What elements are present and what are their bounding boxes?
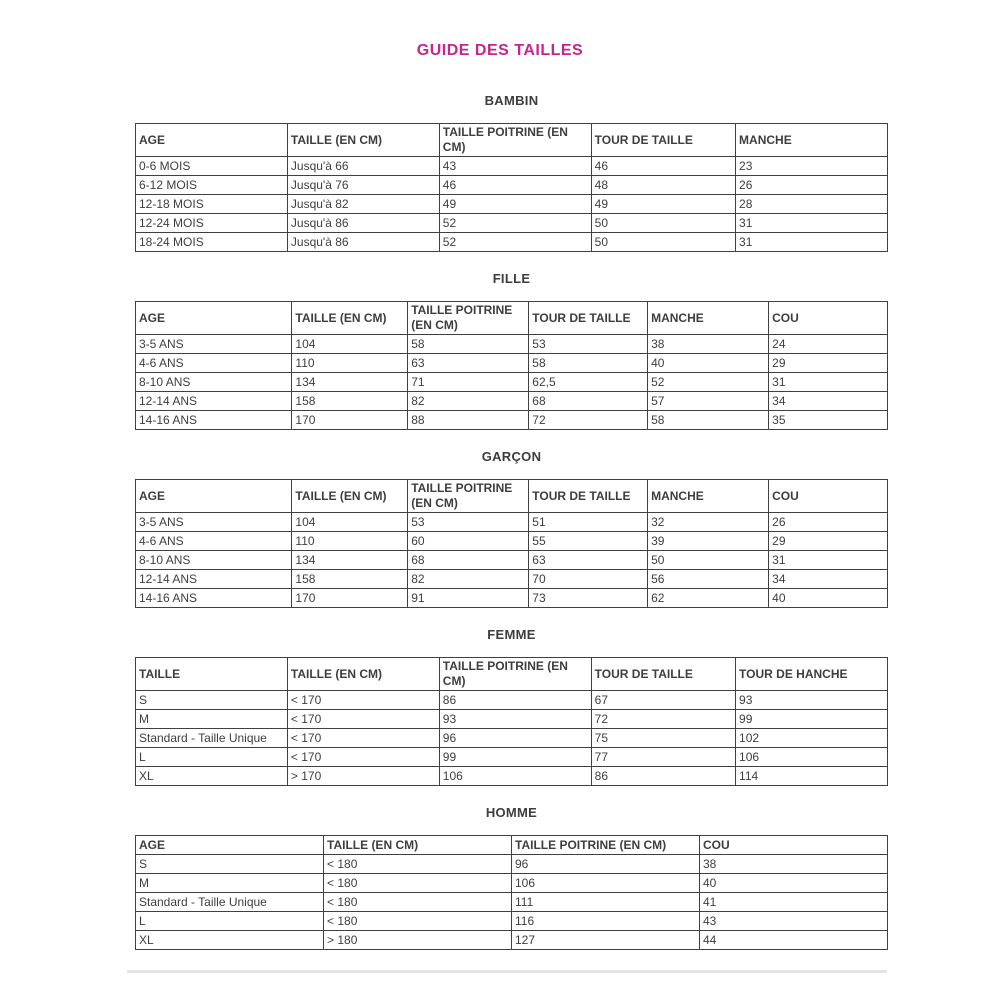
table-cell: 99 — [736, 710, 888, 729]
table-row — [136, 392, 888, 411]
header-cell: TOUR DE TAILLE — [591, 658, 735, 691]
table-cell: 12-24 MOIS — [136, 214, 288, 233]
table-cell: 82 — [408, 392, 529, 411]
table-cell: 110 — [292, 354, 408, 373]
table-cell: 73 — [529, 589, 648, 608]
table-cell: Jusqu'à 66 — [287, 157, 439, 176]
table-cell: < 180 — [324, 893, 512, 912]
size-table-femme — [135, 657, 888, 786]
table-cell: 96 — [439, 729, 591, 748]
table-cell: < 180 — [324, 855, 512, 874]
page-title: GUIDE DES TAILLES — [416, 42, 584, 59]
table-cell: Standard - Taille Unique — [136, 729, 288, 748]
table-cell: 43 — [439, 157, 591, 176]
table-cell: Jusqu'à 86 — [287, 214, 439, 233]
table-cell: 23 — [736, 157, 888, 176]
table-cell: < 180 — [324, 874, 512, 893]
table-cell: 31 — [769, 551, 888, 570]
size-section-femme — [135, 627, 888, 786]
table-cell: 50 — [591, 233, 735, 252]
size-section-fille — [135, 271, 888, 430]
header-cell: TAILLE POITRINE (EN CM) — [408, 480, 529, 513]
table-cell: 75 — [591, 729, 735, 748]
table-cell: 48 — [591, 176, 735, 195]
header-cell: TAILLE POITRINE (EN CM) — [439, 124, 591, 157]
table-row — [136, 373, 888, 392]
table-cell: Standard - Taille Unique — [136, 893, 324, 912]
table-cell: 32 — [648, 513, 769, 532]
table-cell: 99 — [439, 748, 591, 767]
table-cell: 0-6 MOIS — [136, 157, 288, 176]
header-cell: MANCHE — [736, 124, 888, 157]
size-section-bambin — [135, 93, 888, 252]
table-row — [136, 354, 888, 373]
table-row — [136, 710, 888, 729]
size-table-homme — [135, 835, 888, 950]
table-cell: 41 — [700, 893, 888, 912]
table-cell: 170 — [292, 589, 408, 608]
table-cell: 68 — [529, 392, 648, 411]
table-cell: 34 — [769, 570, 888, 589]
table-cell: 52 — [648, 373, 769, 392]
table-cell: 46 — [439, 176, 591, 195]
header-cell: TAILLE (EN CM) — [292, 302, 408, 335]
bottom-divider — [127, 970, 887, 973]
header-cell: TAILLE (EN CM) — [287, 124, 439, 157]
table-cell: 86 — [439, 691, 591, 710]
table-cell: 77 — [591, 748, 735, 767]
table-cell: 63 — [529, 551, 648, 570]
table-cell: 3-5 ANS — [136, 335, 292, 354]
table-row — [136, 335, 888, 354]
table-cell: 72 — [591, 710, 735, 729]
table-cell: 106 — [439, 767, 591, 786]
header-cell: TOUR DE TAILLE — [591, 124, 735, 157]
table-cell: 46 — [591, 157, 735, 176]
table-cell: < 170 — [287, 748, 439, 767]
table-cell: 28 — [736, 195, 888, 214]
table-cell: < 170 — [287, 729, 439, 748]
section-heading-homme: HOMME — [485, 805, 538, 820]
table-cell: 93 — [736, 691, 888, 710]
table-row — [136, 570, 888, 589]
table-cell: Jusqu'à 76 — [287, 176, 439, 195]
table-row — [136, 729, 888, 748]
table-cell: 134 — [292, 551, 408, 570]
table-row — [136, 855, 888, 874]
header-cell: TAILLE POITRINE (EN CM) — [408, 302, 529, 335]
table-cell: 50 — [591, 214, 735, 233]
table-cell: 14-16 ANS — [136, 411, 292, 430]
table-cell: 6-12 MOIS — [136, 176, 288, 195]
table-cell: 158 — [292, 392, 408, 411]
table-row — [136, 513, 888, 532]
table-cell: 3-5 ANS — [136, 513, 292, 532]
table-cell: 58 — [648, 411, 769, 430]
table-row — [136, 893, 888, 912]
table-cell: 4-6 ANS — [136, 532, 292, 551]
table-cell: 114 — [736, 767, 888, 786]
table-cell: 158 — [292, 570, 408, 589]
table-row — [136, 589, 888, 608]
table-row — [136, 157, 888, 176]
table-cell: 31 — [736, 233, 888, 252]
table-cell: 52 — [439, 233, 591, 252]
table-cell: 44 — [700, 931, 888, 950]
table-cell: 4-6 ANS — [136, 354, 292, 373]
size-section-homme — [135, 805, 888, 950]
table-cell: 26 — [769, 513, 888, 532]
table-cell: 12-14 ANS — [136, 392, 292, 411]
header-cell: COU — [700, 836, 888, 855]
table-cell: XL — [136, 931, 324, 950]
header-cell: COU — [769, 302, 888, 335]
table-row — [136, 411, 888, 430]
table-cell: 18-24 MOIS — [136, 233, 288, 252]
table-cell: S — [136, 691, 288, 710]
table-cell: 62,5 — [529, 373, 648, 392]
header-cell: TAILLE (EN CM) — [324, 836, 512, 855]
table-cell: 12-14 ANS — [136, 570, 292, 589]
header-cell: TAILLE (EN CM) — [292, 480, 408, 513]
table-header-row — [136, 302, 888, 335]
header-cell: AGE — [136, 480, 292, 513]
table-cell: 63 — [408, 354, 529, 373]
size-table-garcon — [135, 479, 888, 608]
table-cell: 68 — [408, 551, 529, 570]
header-cell: AGE — [136, 302, 292, 335]
table-row — [136, 214, 888, 233]
table-cell: 40 — [769, 589, 888, 608]
table-cell: < 170 — [287, 710, 439, 729]
table-cell: 8-10 ANS — [136, 551, 292, 570]
header-cell: TAILLE POITRINE (EN CM) — [439, 658, 591, 691]
header-cell: TOUR DE TAILLE — [529, 480, 648, 513]
table-cell: 104 — [292, 335, 408, 354]
section-heading-bambin: BAMBIN — [484, 93, 539, 108]
table-row — [136, 767, 888, 786]
table-cell: 58 — [408, 335, 529, 354]
table-cell: 91 — [408, 589, 529, 608]
header-cell: AGE — [136, 836, 324, 855]
table-header-row — [136, 836, 888, 855]
table-cell: 55 — [529, 532, 648, 551]
table-cell: 110 — [292, 532, 408, 551]
size-guide-sections — [135, 93, 888, 950]
table-cell: 58 — [529, 354, 648, 373]
table-cell: 60 — [408, 532, 529, 551]
table-header-row — [136, 480, 888, 513]
table-cell: Jusqu'à 82 — [287, 195, 439, 214]
table-cell: 31 — [769, 373, 888, 392]
size-guide-content — [135, 93, 888, 973]
table-cell: 50 — [648, 551, 769, 570]
table-cell: 53 — [529, 335, 648, 354]
table-row — [136, 931, 888, 950]
size-section-garcon — [135, 449, 888, 608]
table-cell: 53 — [408, 513, 529, 532]
table-cell: 8-10 ANS — [136, 373, 292, 392]
table-cell: L — [136, 912, 324, 931]
header-cell: TOUR DE HANCHE — [736, 658, 888, 691]
table-cell: 51 — [529, 513, 648, 532]
table-cell: 52 — [439, 214, 591, 233]
table-cell: 72 — [529, 411, 648, 430]
header-cell: MANCHE — [648, 480, 769, 513]
table-cell: S — [136, 855, 324, 874]
header-cell: TOUR DE TAILLE — [529, 302, 648, 335]
table-cell: 40 — [700, 874, 888, 893]
table-cell: 93 — [439, 710, 591, 729]
table-cell: 127 — [512, 931, 700, 950]
table-cell: < 170 — [287, 691, 439, 710]
table-header-row — [136, 124, 888, 157]
section-heading-femme: FEMME — [487, 627, 536, 642]
table-header-row — [136, 658, 888, 691]
table-cell: L — [136, 748, 288, 767]
table-cell: < 180 — [324, 912, 512, 931]
table-cell: 31 — [736, 214, 888, 233]
table-cell: > 170 — [287, 767, 439, 786]
table-cell: 134 — [292, 373, 408, 392]
table-row — [136, 551, 888, 570]
table-cell: 104 — [292, 513, 408, 532]
table-row — [136, 176, 888, 195]
table-row — [136, 691, 888, 710]
header-cell: MANCHE — [648, 302, 769, 335]
table-cell: Jusqu'à 86 — [287, 233, 439, 252]
table-cell: M — [136, 874, 324, 893]
table-cell: 38 — [700, 855, 888, 874]
table-row — [136, 532, 888, 551]
table-cell: > 180 — [324, 931, 512, 950]
table-cell: 43 — [700, 912, 888, 931]
table-row — [136, 874, 888, 893]
table-cell: 106 — [736, 748, 888, 767]
table-cell: 29 — [769, 532, 888, 551]
header-cell: TAILLE (EN CM) — [287, 658, 439, 691]
size-table-bambin — [135, 123, 888, 252]
table-cell: 29 — [769, 354, 888, 373]
table-cell: 82 — [408, 570, 529, 589]
section-heading-fille: FILLE — [492, 271, 531, 286]
table-cell: 102 — [736, 729, 888, 748]
table-cell: 88 — [408, 411, 529, 430]
header-cell: TAILLE — [136, 658, 288, 691]
table-cell: 35 — [769, 411, 888, 430]
table-cell: 86 — [591, 767, 735, 786]
table-cell: 62 — [648, 589, 769, 608]
table-cell: 39 — [648, 532, 769, 551]
table-cell: XL — [136, 767, 288, 786]
table-cell: 56 — [648, 570, 769, 589]
table-cell: 96 — [512, 855, 700, 874]
table-row — [136, 233, 888, 252]
table-cell: M — [136, 710, 288, 729]
header-cell: COU — [769, 480, 888, 513]
table-cell: 67 — [591, 691, 735, 710]
table-row — [136, 912, 888, 931]
table-cell: 111 — [512, 893, 700, 912]
table-cell: 57 — [648, 392, 769, 411]
table-cell: 116 — [512, 912, 700, 931]
table-cell: 38 — [648, 335, 769, 354]
table-cell: 49 — [591, 195, 735, 214]
table-row — [136, 195, 888, 214]
size-table-fille — [135, 301, 888, 430]
section-heading-garcon: GARÇON — [481, 449, 542, 464]
table-row — [136, 748, 888, 767]
header-cell: TAILLE POITRINE (EN CM) — [512, 836, 700, 855]
table-cell: 49 — [439, 195, 591, 214]
table-cell: 14-16 ANS — [136, 589, 292, 608]
table-cell: 106 — [512, 874, 700, 893]
table-cell: 71 — [408, 373, 529, 392]
table-cell: 40 — [648, 354, 769, 373]
table-cell: 12-18 MOIS — [136, 195, 288, 214]
table-cell: 70 — [529, 570, 648, 589]
table-cell: 34 — [769, 392, 888, 411]
header-cell: AGE — [136, 124, 288, 157]
table-cell: 26 — [736, 176, 888, 195]
table-cell: 24 — [769, 335, 888, 354]
table-cell: 170 — [292, 411, 408, 430]
